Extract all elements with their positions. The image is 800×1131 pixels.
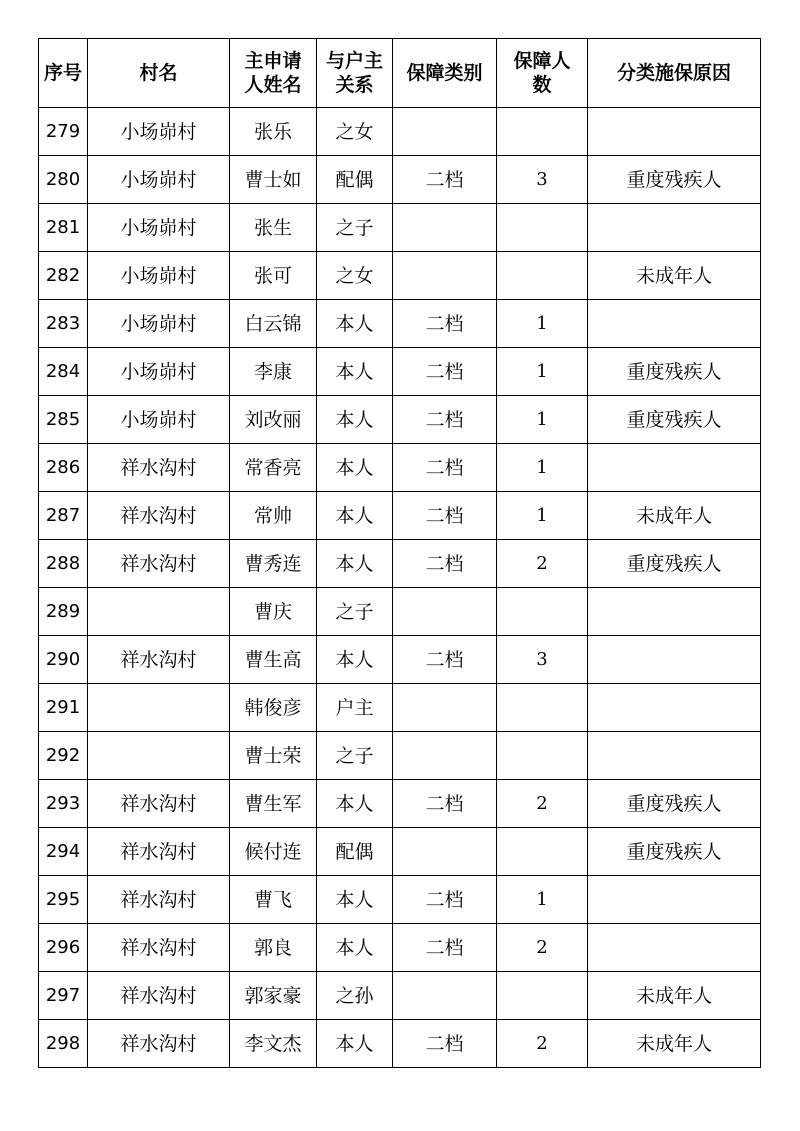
cell-relation: 之女 (317, 108, 393, 156)
cell-village: 祥水沟村 (88, 444, 230, 492)
cell-village: 祥水沟村 (88, 876, 230, 924)
cell-reason (588, 300, 761, 348)
cell-applicant-name: 韩俊彦 (230, 684, 317, 732)
cell-seq: 294 (39, 828, 88, 876)
cell-relation: 户主 (317, 684, 393, 732)
table-body (39, 108, 761, 1068)
cell-category: 二档 (393, 876, 497, 924)
cell-relation: 本人 (317, 876, 393, 924)
cell-reason (588, 924, 761, 972)
cell-category: 二档 (393, 396, 497, 444)
cell-village (88, 732, 230, 780)
header-relation: 与户主 关系 (317, 39, 393, 108)
cell-relation: 之子 (317, 204, 393, 252)
cell-village: 小场峁村 (88, 300, 230, 348)
cell-applicant-name: 曹士如 (230, 156, 317, 204)
cell-count (497, 588, 588, 636)
table-row (39, 588, 761, 636)
cell-applicant-name: 曹秀连 (230, 540, 317, 588)
cell-count (497, 828, 588, 876)
cell-seq: 284 (39, 348, 88, 396)
cell-reason (588, 876, 761, 924)
cell-village: 小场峁村 (88, 252, 230, 300)
cell-category (393, 204, 497, 252)
cell-relation: 本人 (317, 444, 393, 492)
cell-category: 二档 (393, 300, 497, 348)
cell-category: 二档 (393, 444, 497, 492)
cell-reason: 重度残疾人 (588, 348, 761, 396)
cell-count: 3 (497, 636, 588, 684)
cell-reason (588, 684, 761, 732)
cell-village: 小场峁村 (88, 156, 230, 204)
cell-category: 二档 (393, 540, 497, 588)
cell-seq: 289 (39, 588, 88, 636)
cell-village: 祥水沟村 (88, 828, 230, 876)
cell-village (88, 588, 230, 636)
cell-relation: 之子 (317, 588, 393, 636)
cell-applicant-name: 常香亮 (230, 444, 317, 492)
cell-category: 二档 (393, 492, 497, 540)
table-row (39, 540, 761, 588)
cell-relation: 本人 (317, 1020, 393, 1068)
cell-relation: 本人 (317, 636, 393, 684)
cell-count: 2 (497, 924, 588, 972)
cell-village: 祥水沟村 (88, 924, 230, 972)
cell-count: 1 (497, 492, 588, 540)
header-row (39, 39, 761, 108)
assistance-table (38, 38, 761, 1068)
cell-count (497, 204, 588, 252)
cell-count: 2 (497, 780, 588, 828)
cell-count: 1 (497, 348, 588, 396)
table-row (39, 1020, 761, 1068)
cell-seq: 297 (39, 972, 88, 1020)
table-header (39, 39, 761, 108)
cell-relation: 配偶 (317, 156, 393, 204)
cell-category (393, 732, 497, 780)
cell-category (393, 972, 497, 1020)
table-row (39, 684, 761, 732)
cell-count: 1 (497, 444, 588, 492)
cell-relation: 本人 (317, 924, 393, 972)
cell-village: 小场峁村 (88, 348, 230, 396)
cell-seq: 295 (39, 876, 88, 924)
table-row (39, 252, 761, 300)
cell-seq: 285 (39, 396, 88, 444)
cell-seq: 287 (39, 492, 88, 540)
table-row (39, 108, 761, 156)
cell-count: 1 (497, 876, 588, 924)
cell-seq: 292 (39, 732, 88, 780)
cell-seq: 280 (39, 156, 88, 204)
cell-applicant-name: 李文杰 (230, 1020, 317, 1068)
cell-applicant-name: 候付连 (230, 828, 317, 876)
cell-seq: 293 (39, 780, 88, 828)
cell-relation: 本人 (317, 300, 393, 348)
cell-count: 1 (497, 300, 588, 348)
cell-count (497, 732, 588, 780)
cell-category: 二档 (393, 1020, 497, 1068)
cell-applicant-name: 曹士荣 (230, 732, 317, 780)
cell-applicant-name: 曹庆 (230, 588, 317, 636)
cell-relation: 之子 (317, 732, 393, 780)
cell-count (497, 684, 588, 732)
cell-village: 祥水沟村 (88, 540, 230, 588)
table-row (39, 204, 761, 252)
table-row (39, 492, 761, 540)
table-row (39, 300, 761, 348)
cell-reason: 未成年人 (588, 252, 761, 300)
cell-village (88, 684, 230, 732)
cell-seq: 283 (39, 300, 88, 348)
document-page (38, 38, 760, 1068)
cell-reason (588, 108, 761, 156)
cell-count (497, 108, 588, 156)
cell-applicant-name: 曹飞 (230, 876, 317, 924)
cell-applicant-name: 常帅 (230, 492, 317, 540)
table-row (39, 396, 761, 444)
cell-relation: 之女 (317, 252, 393, 300)
cell-village: 祥水沟村 (88, 636, 230, 684)
cell-village: 小场峁村 (88, 396, 230, 444)
header-count: 保障人 数 (497, 39, 588, 108)
cell-reason: 重度残疾人 (588, 828, 761, 876)
cell-count (497, 972, 588, 1020)
cell-applicant-name: 郭良 (230, 924, 317, 972)
cell-seq: 298 (39, 1020, 88, 1068)
table-row (39, 444, 761, 492)
cell-count: 3 (497, 156, 588, 204)
cell-village: 小场峁村 (88, 204, 230, 252)
table-row (39, 156, 761, 204)
cell-reason: 未成年人 (588, 972, 761, 1020)
cell-reason: 未成年人 (588, 1020, 761, 1068)
cell-relation: 本人 (317, 492, 393, 540)
cell-category (393, 252, 497, 300)
cell-seq: 291 (39, 684, 88, 732)
cell-applicant-name: 李康 (230, 348, 317, 396)
cell-reason: 未成年人 (588, 492, 761, 540)
cell-applicant-name: 郭家豪 (230, 972, 317, 1020)
cell-applicant-name: 张乐 (230, 108, 317, 156)
cell-reason: 重度残疾人 (588, 156, 761, 204)
cell-seq: 288 (39, 540, 88, 588)
cell-reason (588, 588, 761, 636)
cell-category: 二档 (393, 156, 497, 204)
cell-reason (588, 204, 761, 252)
cell-applicant-name: 曹生军 (230, 780, 317, 828)
table-row (39, 924, 761, 972)
cell-relation: 之孙 (317, 972, 393, 1020)
cell-seq: 296 (39, 924, 88, 972)
cell-relation: 本人 (317, 780, 393, 828)
cell-category: 二档 (393, 636, 497, 684)
cell-seq: 286 (39, 444, 88, 492)
cell-village: 小场峁村 (88, 108, 230, 156)
header-reason: 分类施保原因 (588, 39, 761, 108)
cell-seq: 282 (39, 252, 88, 300)
cell-count: 1 (497, 396, 588, 444)
cell-seq: 279 (39, 108, 88, 156)
cell-category (393, 684, 497, 732)
header-applicant-name: 主申请 人姓名 (230, 39, 317, 108)
header-category: 保障类别 (393, 39, 497, 108)
table-row (39, 636, 761, 684)
table-row (39, 828, 761, 876)
cell-category: 二档 (393, 780, 497, 828)
cell-category: 二档 (393, 924, 497, 972)
table-row (39, 732, 761, 780)
cell-count: 2 (497, 1020, 588, 1068)
cell-reason: 重度残疾人 (588, 780, 761, 828)
cell-applicant-name: 曹生高 (230, 636, 317, 684)
cell-relation: 配偶 (317, 828, 393, 876)
cell-village: 祥水沟村 (88, 972, 230, 1020)
cell-applicant-name: 张生 (230, 204, 317, 252)
table-row (39, 972, 761, 1020)
cell-relation: 本人 (317, 540, 393, 588)
cell-relation: 本人 (317, 396, 393, 444)
cell-seq: 281 (39, 204, 88, 252)
table-row (39, 780, 761, 828)
cell-reason (588, 444, 761, 492)
cell-category (393, 588, 497, 636)
cell-village: 祥水沟村 (88, 492, 230, 540)
cell-category (393, 108, 497, 156)
table-row (39, 876, 761, 924)
cell-applicant-name: 白云锦 (230, 300, 317, 348)
cell-village: 祥水沟村 (88, 1020, 230, 1068)
cell-count (497, 252, 588, 300)
cell-reason: 重度残疾人 (588, 396, 761, 444)
cell-count: 2 (497, 540, 588, 588)
table-row (39, 348, 761, 396)
cell-applicant-name: 刘改丽 (230, 396, 317, 444)
header-seq: 序号 (39, 39, 88, 108)
cell-category (393, 828, 497, 876)
cell-reason (588, 732, 761, 780)
cell-reason (588, 636, 761, 684)
cell-seq: 290 (39, 636, 88, 684)
cell-reason: 重度残疾人 (588, 540, 761, 588)
header-village: 村名 (88, 39, 230, 108)
cell-category: 二档 (393, 348, 497, 396)
cell-relation: 本人 (317, 348, 393, 396)
cell-village: 祥水沟村 (88, 780, 230, 828)
cell-applicant-name: 张可 (230, 252, 317, 300)
